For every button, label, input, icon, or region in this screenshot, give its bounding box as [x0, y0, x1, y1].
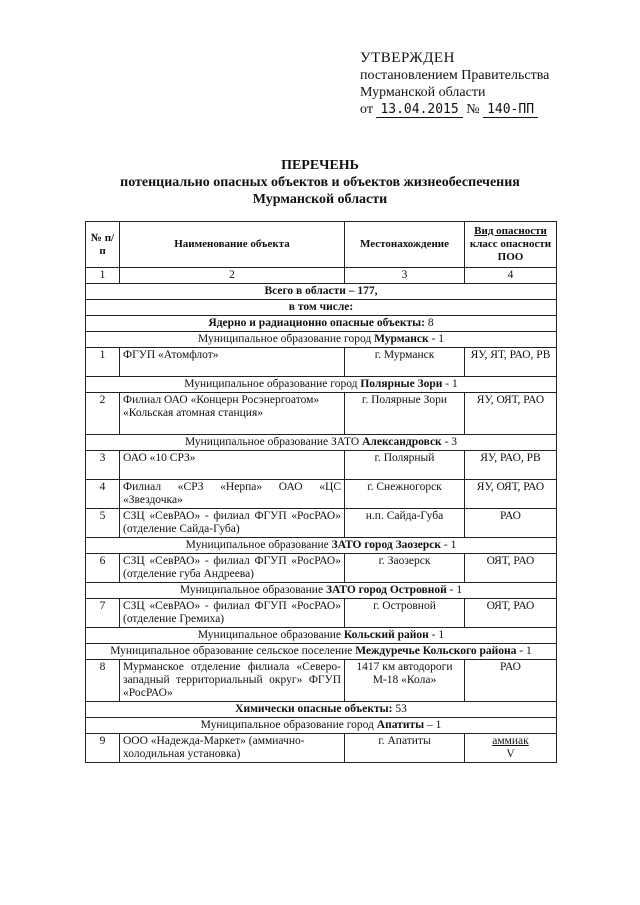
row-num: 8	[86, 660, 120, 702]
municipality-cell	[86, 628, 557, 644]
muni-prefix: Муниципальное образование	[179, 584, 324, 596]
number-prefix: №	[466, 102, 480, 117]
municipality-row	[86, 583, 557, 599]
section-nuclear	[86, 316, 557, 332]
row-name: Филиал ОАО «Концерн Росэнергоатом» «Кольская атомная станция»	[120, 393, 345, 435]
row-hazard-class: V	[506, 748, 515, 760]
muni-count: – 1	[426, 719, 442, 731]
table-row	[86, 599, 557, 628]
section-chemical-count: 53	[395, 703, 407, 715]
section-chemical-label: Химически опасные объекты:	[235, 703, 393, 715]
approval-block	[360, 50, 590, 118]
title-line-2: потенциально опасных объектов и объектов жизнеобеспечения	[120, 175, 520, 190]
row-location: г. Полярный	[345, 451, 465, 480]
muni-name: Александровск	[362, 436, 442, 448]
objects-table	[85, 221, 557, 763]
row-location: г. Снежногорск	[345, 480, 465, 509]
row-location: г. Заозерск	[345, 554, 465, 583]
row-hazard: ЯУ, ОЯТ, РАО	[465, 393, 557, 435]
document-title	[85, 157, 555, 208]
municipality-cell	[86, 435, 557, 451]
title-line-3: Мурманской области	[252, 192, 388, 207]
row-hazard: ОЯТ, РАО	[465, 599, 557, 628]
row-name: Филиал «СРЗ «Нерпа» ОАО «ЦС «Звездочка»	[120, 480, 345, 509]
row-name: СЗЦ «СевРАО» - филиал ФГУП «РосРАО» (отделение губа Андреева)	[120, 554, 345, 583]
row-hazard: ОЯТ, РАО	[465, 554, 557, 583]
table-row	[86, 509, 557, 538]
municipality-row	[86, 332, 557, 348]
approval-line-3: Мурманской области	[360, 85, 486, 100]
muni-prefix: Муниципальное образование	[185, 539, 329, 551]
section-nuclear-row	[86, 316, 557, 332]
row-name: ООО «Надежда-Маркет» (аммиачно-холодильная установка)	[120, 734, 345, 763]
municipality-row	[86, 628, 557, 644]
row-hazard: РАО	[465, 509, 557, 538]
approval-line-2: постановлением Правительства	[360, 68, 550, 83]
total-row	[86, 284, 557, 300]
municipality-cell	[86, 332, 557, 348]
municipality-row	[86, 377, 557, 393]
header-hazard	[465, 222, 557, 268]
row-hazard: ЯУ, ЯТ, РАО, РВ	[465, 348, 557, 377]
row-name: СЗЦ «СевРАО» - филиал ФГУП «РосРАО» (отделение Гремиха)	[120, 599, 345, 628]
muni-name: Полярные Зори	[360, 378, 443, 390]
row-location: г. Полярные Зори	[345, 393, 465, 435]
row-name: ФГУП «Атомфлот»	[120, 348, 345, 377]
header-hazard-type: Вид опасности	[474, 225, 547, 237]
municipality-cell	[86, 377, 557, 393]
row-num: 2	[86, 393, 120, 435]
table-row	[86, 480, 557, 509]
column-number-row	[86, 268, 557, 284]
muni-name: Кольский район	[343, 629, 429, 641]
muni-count: - 1	[431, 629, 445, 641]
row-hazard: ЯУ, ОЯТ, РАО	[465, 480, 557, 509]
municipality-row	[86, 644, 557, 660]
header-hazard-class: класс опасности ПОО	[469, 238, 552, 263]
row-num: 7	[86, 599, 120, 628]
muni-count: - 1	[519, 645, 532, 657]
muni-count: - 3	[444, 436, 458, 448]
row-name: СЗЦ «СевРАО» - филиал ФГУП «РосРАО» (отделение Сайда-Губа)	[120, 509, 345, 538]
table-row	[86, 451, 557, 480]
row-location: г. Мурманск	[345, 348, 465, 377]
municipality-cell	[86, 644, 557, 660]
row-num: 4	[86, 480, 120, 509]
col-number: 3	[345, 268, 465, 284]
municipality-row	[86, 718, 557, 734]
section-nuclear-label: Ядерно и радиационно опасные объекты:	[208, 317, 425, 329]
approval-number: 140-ПП	[483, 102, 538, 118]
muni-prefix: Муниципальное образование	[197, 629, 342, 641]
table-row	[86, 393, 557, 435]
title-line-1: ПЕРЕЧЕНЬ	[281, 158, 359, 173]
col-number: 1	[86, 268, 120, 284]
header-location: Местонахождение	[345, 222, 465, 268]
muni-name: ЗАТО город Заозерск	[331, 539, 441, 551]
row-num: 1	[86, 348, 120, 377]
muni-name: Междуречье Кольского района	[355, 645, 517, 657]
header-num: № п/п	[86, 222, 120, 268]
muni-name: Апатиты	[376, 719, 425, 731]
muni-prefix: Муниципальное образование город	[198, 333, 372, 345]
approval-date: 13.04.2015	[376, 102, 462, 118]
row-location: г. Островной	[345, 599, 465, 628]
row-location: 1417 км автодороги М-18 «Кола»	[345, 660, 465, 702]
muni-count: - 1	[431, 333, 444, 345]
including-cell: в том числе:	[86, 300, 557, 316]
muni-count: - 1	[445, 378, 458, 390]
row-num: 5	[86, 509, 120, 538]
approval-title: УТВЕРЖДЕН	[360, 50, 455, 66]
row-hazard: ЯУ, РАО, РВ	[465, 451, 557, 480]
section-chemical-row	[86, 702, 557, 718]
row-num: 6	[86, 554, 120, 583]
including-row	[86, 300, 557, 316]
row-num: 3	[86, 451, 120, 480]
muni-prefix: Муниципальное образование город	[200, 719, 374, 731]
row-hazard	[465, 734, 557, 763]
muni-name: Мурманск	[374, 333, 429, 345]
table-row	[86, 660, 557, 702]
total-cell: Всего в области – 177,	[86, 284, 557, 300]
date-prefix: от	[360, 102, 373, 117]
row-hazard-substance: аммиак	[492, 735, 529, 747]
municipality-row	[86, 435, 557, 451]
muni-prefix: Муниципальное образование сельское поселение	[110, 645, 353, 657]
table-row	[86, 348, 557, 377]
row-name: Мурманское отделение филиала «Северо-западный территориальный округ» ФГУП «РосРАО»	[120, 660, 345, 702]
table-row	[86, 554, 557, 583]
row-num: 9	[86, 734, 120, 763]
muni-prefix: Муниципальное образование ЗАТО	[184, 436, 360, 448]
muni-name: ЗАТО город Островной	[325, 584, 447, 596]
row-location: н.п. Сайда-Губа	[345, 509, 465, 538]
row-hazard: РАО	[465, 660, 557, 702]
muni-count: - 1	[449, 584, 463, 596]
row-name: ОАО «10 СРЗ»	[120, 451, 345, 480]
municipality-row	[86, 538, 557, 554]
header-name: Наименование объекта	[120, 222, 345, 268]
col-number: 2	[120, 268, 345, 284]
muni-prefix: Муниципальное образование город	[184, 378, 358, 390]
section-nuclear-count: 8	[427, 317, 434, 329]
col-number: 4	[465, 268, 557, 284]
muni-count: - 1	[443, 539, 457, 551]
municipality-cell	[86, 583, 557, 599]
table-row	[86, 734, 557, 763]
municipality-cell	[86, 538, 557, 554]
section-chemical	[86, 702, 557, 718]
row-location: г. Апатиты	[345, 734, 465, 763]
municipality-cell	[86, 718, 557, 734]
table-header-row	[86, 222, 557, 268]
approval-date-line	[360, 101, 590, 118]
